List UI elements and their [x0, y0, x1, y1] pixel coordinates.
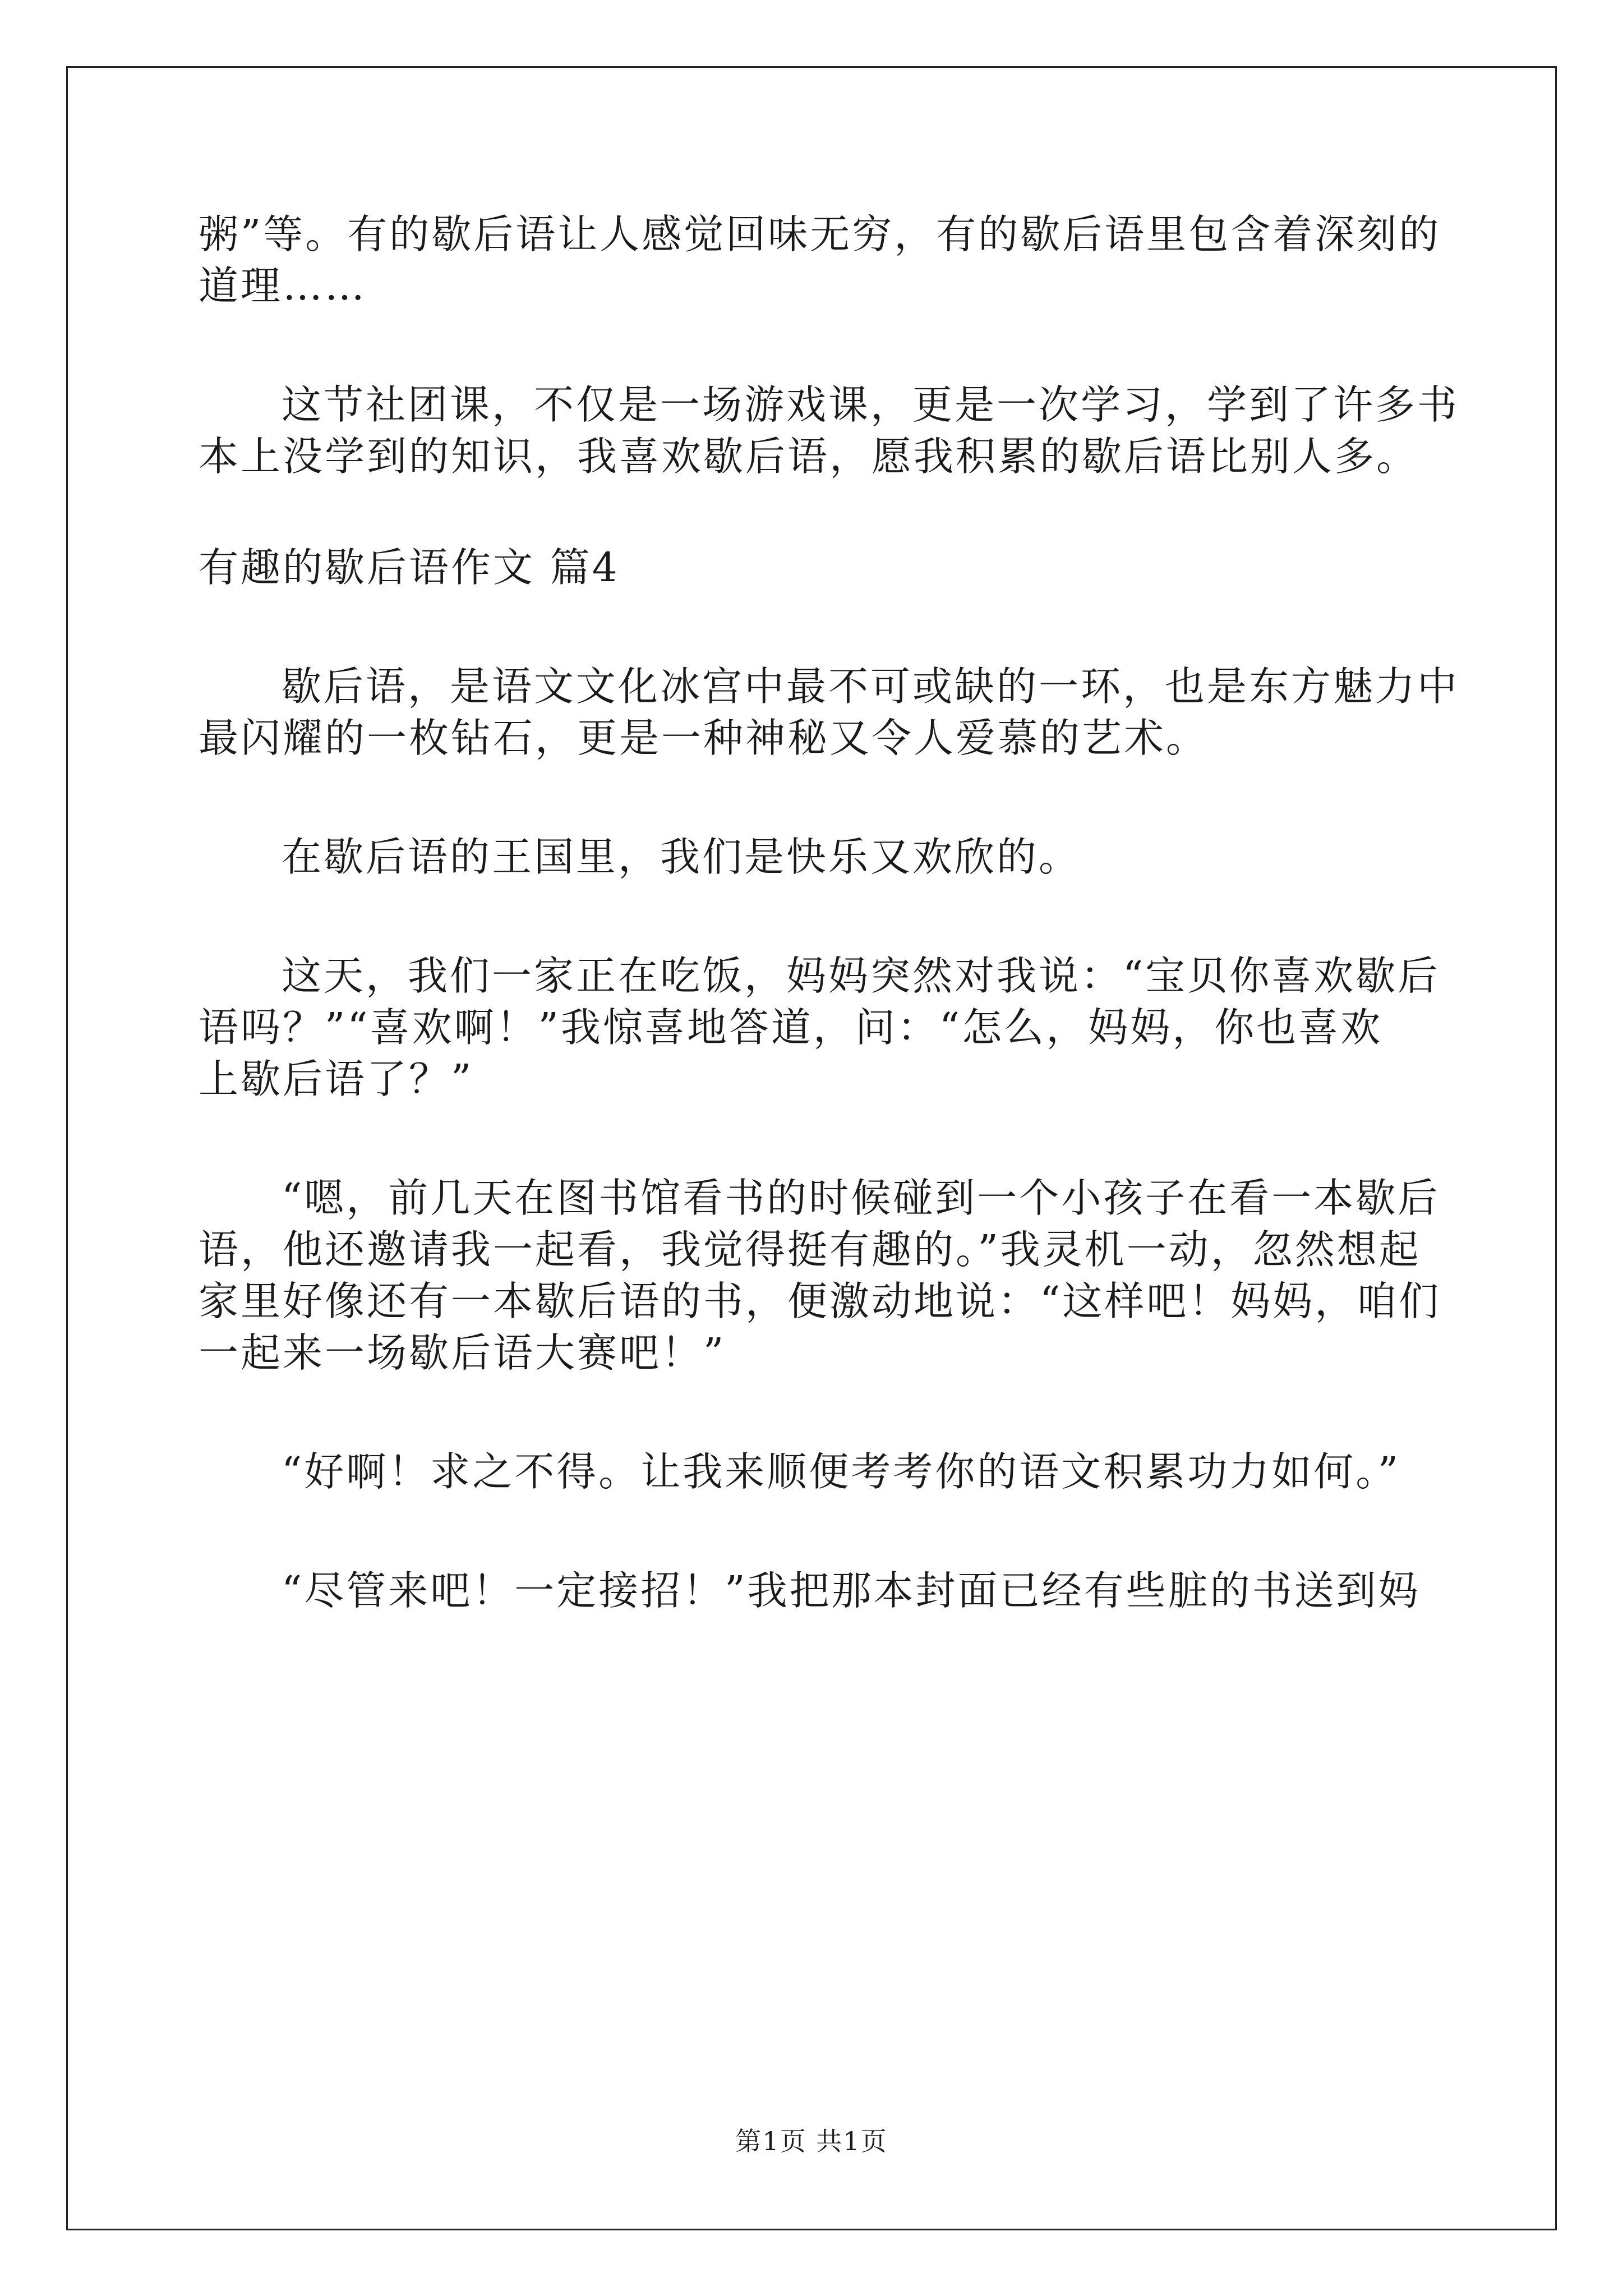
document-body — [199, 209, 1460, 1617]
text-line: 在歇后语的王国里，我们是快乐又欢欣的。 — [282, 834, 1081, 880]
text-line: 这天，我们一家正在吃饭，妈妈突然对我说：“宝贝你喜欢歇后 — [282, 953, 1440, 999]
text-line: “尽管来吧！一定接招！”我把那本封面已经有些脏的书送到妈 — [282, 1567, 1421, 1614]
text-line: 一起来一场歇后语大赛吧！” — [199, 1329, 726, 1376]
text-line: “好啊！求之不得。让我来顺便考考你的语文积累功力如何。” — [282, 1448, 1401, 1495]
text-line: 粥”等。有的歇后语让人感觉回味无穷，有的歇后语里包含着深刻的 — [199, 211, 1441, 257]
text-line: 本上没学到的知识，我喜欢歇后语，愿我积累的歇后语比别人多。 — [199, 433, 1419, 480]
section-heading: 有趣的歇后语作文 篇4 — [199, 544, 620, 591]
text-line: 语，他还邀请我一起看，我觉得挺有趣的。”我灵机一动，忽然想起 — [199, 1226, 1421, 1273]
text-line: 上歇后语了？” — [199, 1056, 474, 1102]
text-line: 最闪耀的一枚钻石，更是一种神秘又令人爱慕的艺术。 — [199, 715, 1209, 761]
text-line: 这节社团课，不仅是一场游戏课，更是一次学习，学到了许多书 — [282, 381, 1460, 428]
text-line: 语吗？”“喜欢啊！”我惊喜地答道，问：“怎么，妈妈，你也喜欢 — [199, 1004, 1383, 1051]
text-line: 歇后语，是语文文化冰宫中最不可或缺的一环，也是东方魅力中 — [282, 663, 1460, 710]
text-line: 道理…… — [199, 263, 367, 309]
page-number-footer: 第1页 共1页 — [735, 2126, 888, 2156]
text-line: 家里好像还有一本歇后语的书，便激动地说：“这样吧！妈妈，咱们 — [199, 1278, 1441, 1324]
text-line: “嗯，前几天在图书馆看书的时候碰到一个小孩子在看一本歇后 — [282, 1175, 1440, 1221]
